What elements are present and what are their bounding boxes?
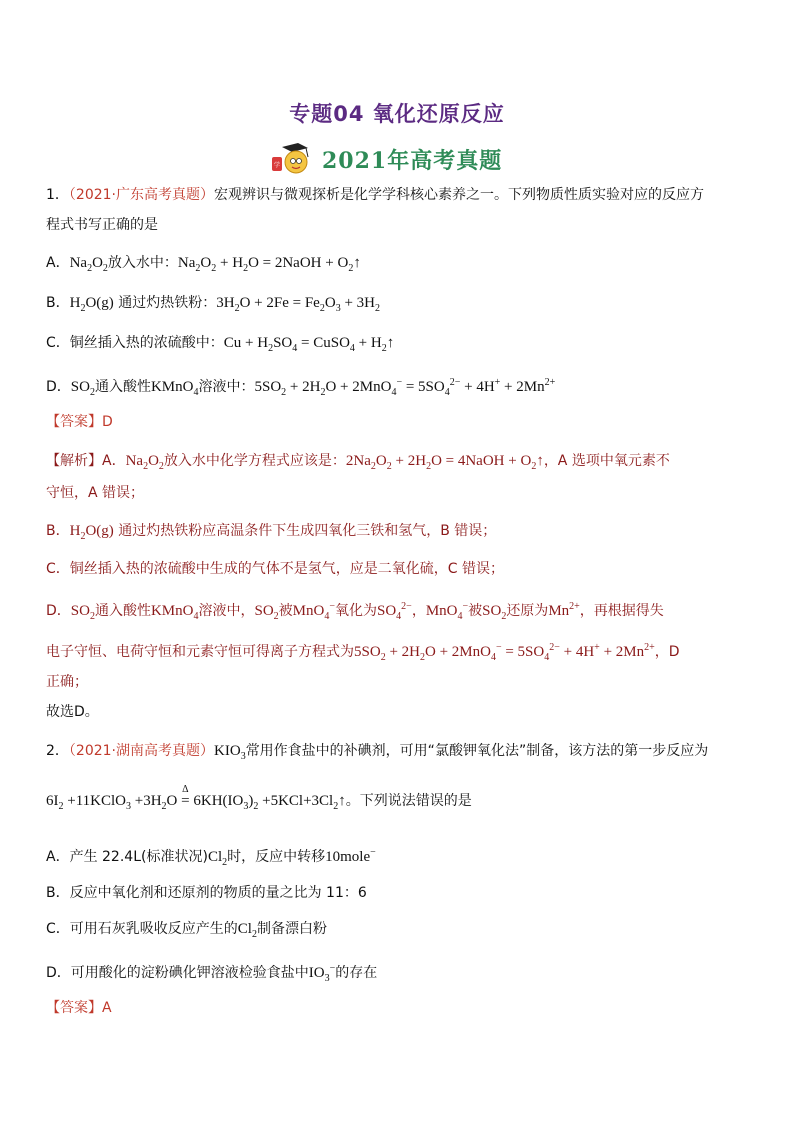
analysis-text: 通入酸性: [94, 603, 151, 619]
q1-analysis-d2: 电子守恒、电荷守恒和元素守恒可得离子方程式为$5SO_2 + 2H_2O + 2MnO_4^- = 5SO_4^{2-} + 4H^+ + 2Mn^{2+}$，D: [46, 642, 680, 663]
option-label: D．: [46, 379, 71, 395]
q1-number: 1．: [46, 187, 69, 203]
q1-analysis-d3: 正确；: [46, 674, 88, 690]
q2-stem-line1: 2．（2021·湖南高考真题）$KIO_3$常用作食盐中的补碘剂，可用“氯酸钾氧化法”制备，该方法的第一步反应为: [46, 743, 709, 762]
option-text: 时，反应中转移: [227, 849, 326, 865]
analysis-text: 溶液中，: [198, 603, 255, 619]
option-label: A．: [46, 255, 70, 271]
q1-option-d: D．$SO_2$通入酸性KMnO$_4$溶液中：$5SO_2 + 2H_2O + 2MnO_4^- = 5SO_4^{2-} + 4H^+ + 2Mn^{2+}$: [46, 377, 556, 398]
analysis-text: 电子守恒、电荷守恒和元素守恒可得离子方程式为: [46, 644, 354, 660]
subtitle-block: [268, 140, 502, 178]
q2-source: （2021·湖南高考真题）: [68, 743, 215, 759]
q1-option-c: C．铜丝插入热的浓硫酸中：$Cu + H_2SO_4$ = CuSO$_4$ + $H_2↑$: [46, 335, 395, 354]
q2-number: 2．: [46, 743, 69, 759]
analysis-text: 放入水中化学方程式应该是：: [163, 453, 346, 469]
q1-analysis-b: B．$H_2O(g)$ 通过灼热铁粉应高温条件下生成四氧化三铁和氢气，B 错误；: [46, 523, 497, 542]
q2-stem-line2: $6I_2$ +11KClO$_3$ $+3H_2O$ = Δ $6KH(IO_3)_2$ $+5KCl+3Cl_2↑$。下列说法错误的是: [46, 784, 472, 812]
option-text: C．铜丝插入热的浓硫酸中：: [46, 335, 224, 351]
option-text: 通过灼热铁粉：: [118, 295, 217, 311]
analysis-text: ，A 选项中氧元素不: [543, 453, 670, 469]
q1-answer: 【答案】D: [46, 414, 113, 430]
q2-stem-text: 。下列说法错误的是: [345, 793, 472, 809]
option-text: 溶液中：: [198, 379, 255, 395]
option-text: 通入酸性: [94, 379, 151, 395]
analysis-text: 被: [468, 603, 483, 619]
analysis-text: ，再根据得失: [579, 603, 664, 619]
q1-final: 故选D。: [46, 704, 99, 720]
q1-source: （2021·广东高考真题）: [68, 187, 215, 203]
mascot-logo-icon: [268, 141, 316, 177]
analysis-text: 被: [278, 603, 293, 619]
page-title: 专题04 氧化还原反应: [289, 102, 505, 126]
q1-stem-text: 宏观辨识与微观探析是化学学科核心素养之一。下列物质性质实验对应的反应方: [214, 187, 705, 203]
q1-analysis-line1: 【解析】A．$Na_2O_2$放入水中化学方程式应该是：$2Na_2O_2 + 2H_2O$ = 4NaOH + $O_2↑$，A 选项中氧元素不: [46, 453, 670, 472]
q2-option-b: B．反应中氧化剂和还原剂的物质的量之比为 11：6: [46, 885, 367, 901]
q1-analysis-line2: 守恒，A 错误；: [46, 485, 145, 501]
option-label: B．: [46, 295, 70, 311]
q1-stem-line1: [46, 184, 750, 206]
q1-analysis-c: C．铜丝插入热的浓硫酸中生成的气体不是氢气，应是二氧化硫，C 错误；: [46, 561, 504, 577]
analysis-label: D．: [46, 603, 71, 619]
option-text: 制备漂白粉: [256, 921, 327, 937]
analysis-text: 氧化为: [334, 603, 377, 619]
q2-stem-text: 常用作食盐中的补碘剂，可用“氯酸钾氧化法”制备，该方法的第一步反应为: [245, 743, 709, 759]
option-text: 放入水中：: [107, 255, 178, 271]
analysis-text: 通过灼热铁粉应高温条件下生成四氧化三铁和氢气，B 错误；: [118, 523, 497, 539]
q2-option-c: C．可用石灰乳吸收反应产生的$Cl_2$制备漂白粉: [46, 921, 327, 940]
option-text: A．产生 22.4L(标准状况): [46, 849, 208, 865]
analysis-text: 还原为: [506, 603, 549, 619]
q1-option-a: A．$Na_2O_2$放入水中：$Na_2O_2 + H_2O$ = 2NaOH + $O_2↑$: [46, 255, 361, 274]
option-text: C．可用石灰乳吸收反应产生的: [46, 921, 238, 937]
analysis-head: 【解析】A．: [46, 453, 126, 469]
analysis-label: B．: [46, 523, 70, 539]
analysis-text: ，D: [654, 644, 680, 660]
option-text: 的存在: [335, 965, 378, 981]
svg-text:学: 学: [273, 162, 281, 169]
page-subtitle: 2021年高考真题: [322, 147, 503, 174]
q2-option-d: D．可用酸化的淀粉碘化钾溶液检验食盐中$IO_3^-$的存在: [46, 963, 378, 984]
analysis-text: ，: [411, 603, 426, 619]
q2-option-a: A．产生 22.4L(标准状况)$Cl_2$时，反应中转移10mole−: [46, 847, 376, 868]
option-text: D．可用酸化的淀粉碘化钾溶液检验食盐中: [46, 965, 309, 981]
q1-analysis-d: D．$SO_2$通入酸性KMnO$_4$溶液中，$SO_2$被MnO$_4$−氧化为$SO_4^{2-}$，MnO$_4$−被$SO_2$还原为$Mn^{2+}$，再根据得失: [46, 601, 664, 622]
q2-answer: 【答案】A: [46, 1000, 112, 1016]
q1-stem-line2: 程式书写正确的是: [46, 217, 158, 233]
q1-option-b: B．$H_2O(g)$ 通过灼热铁粉：$3H_2O + 2Fe = Fe_2O_3 + 3H_2$: [46, 295, 380, 314]
